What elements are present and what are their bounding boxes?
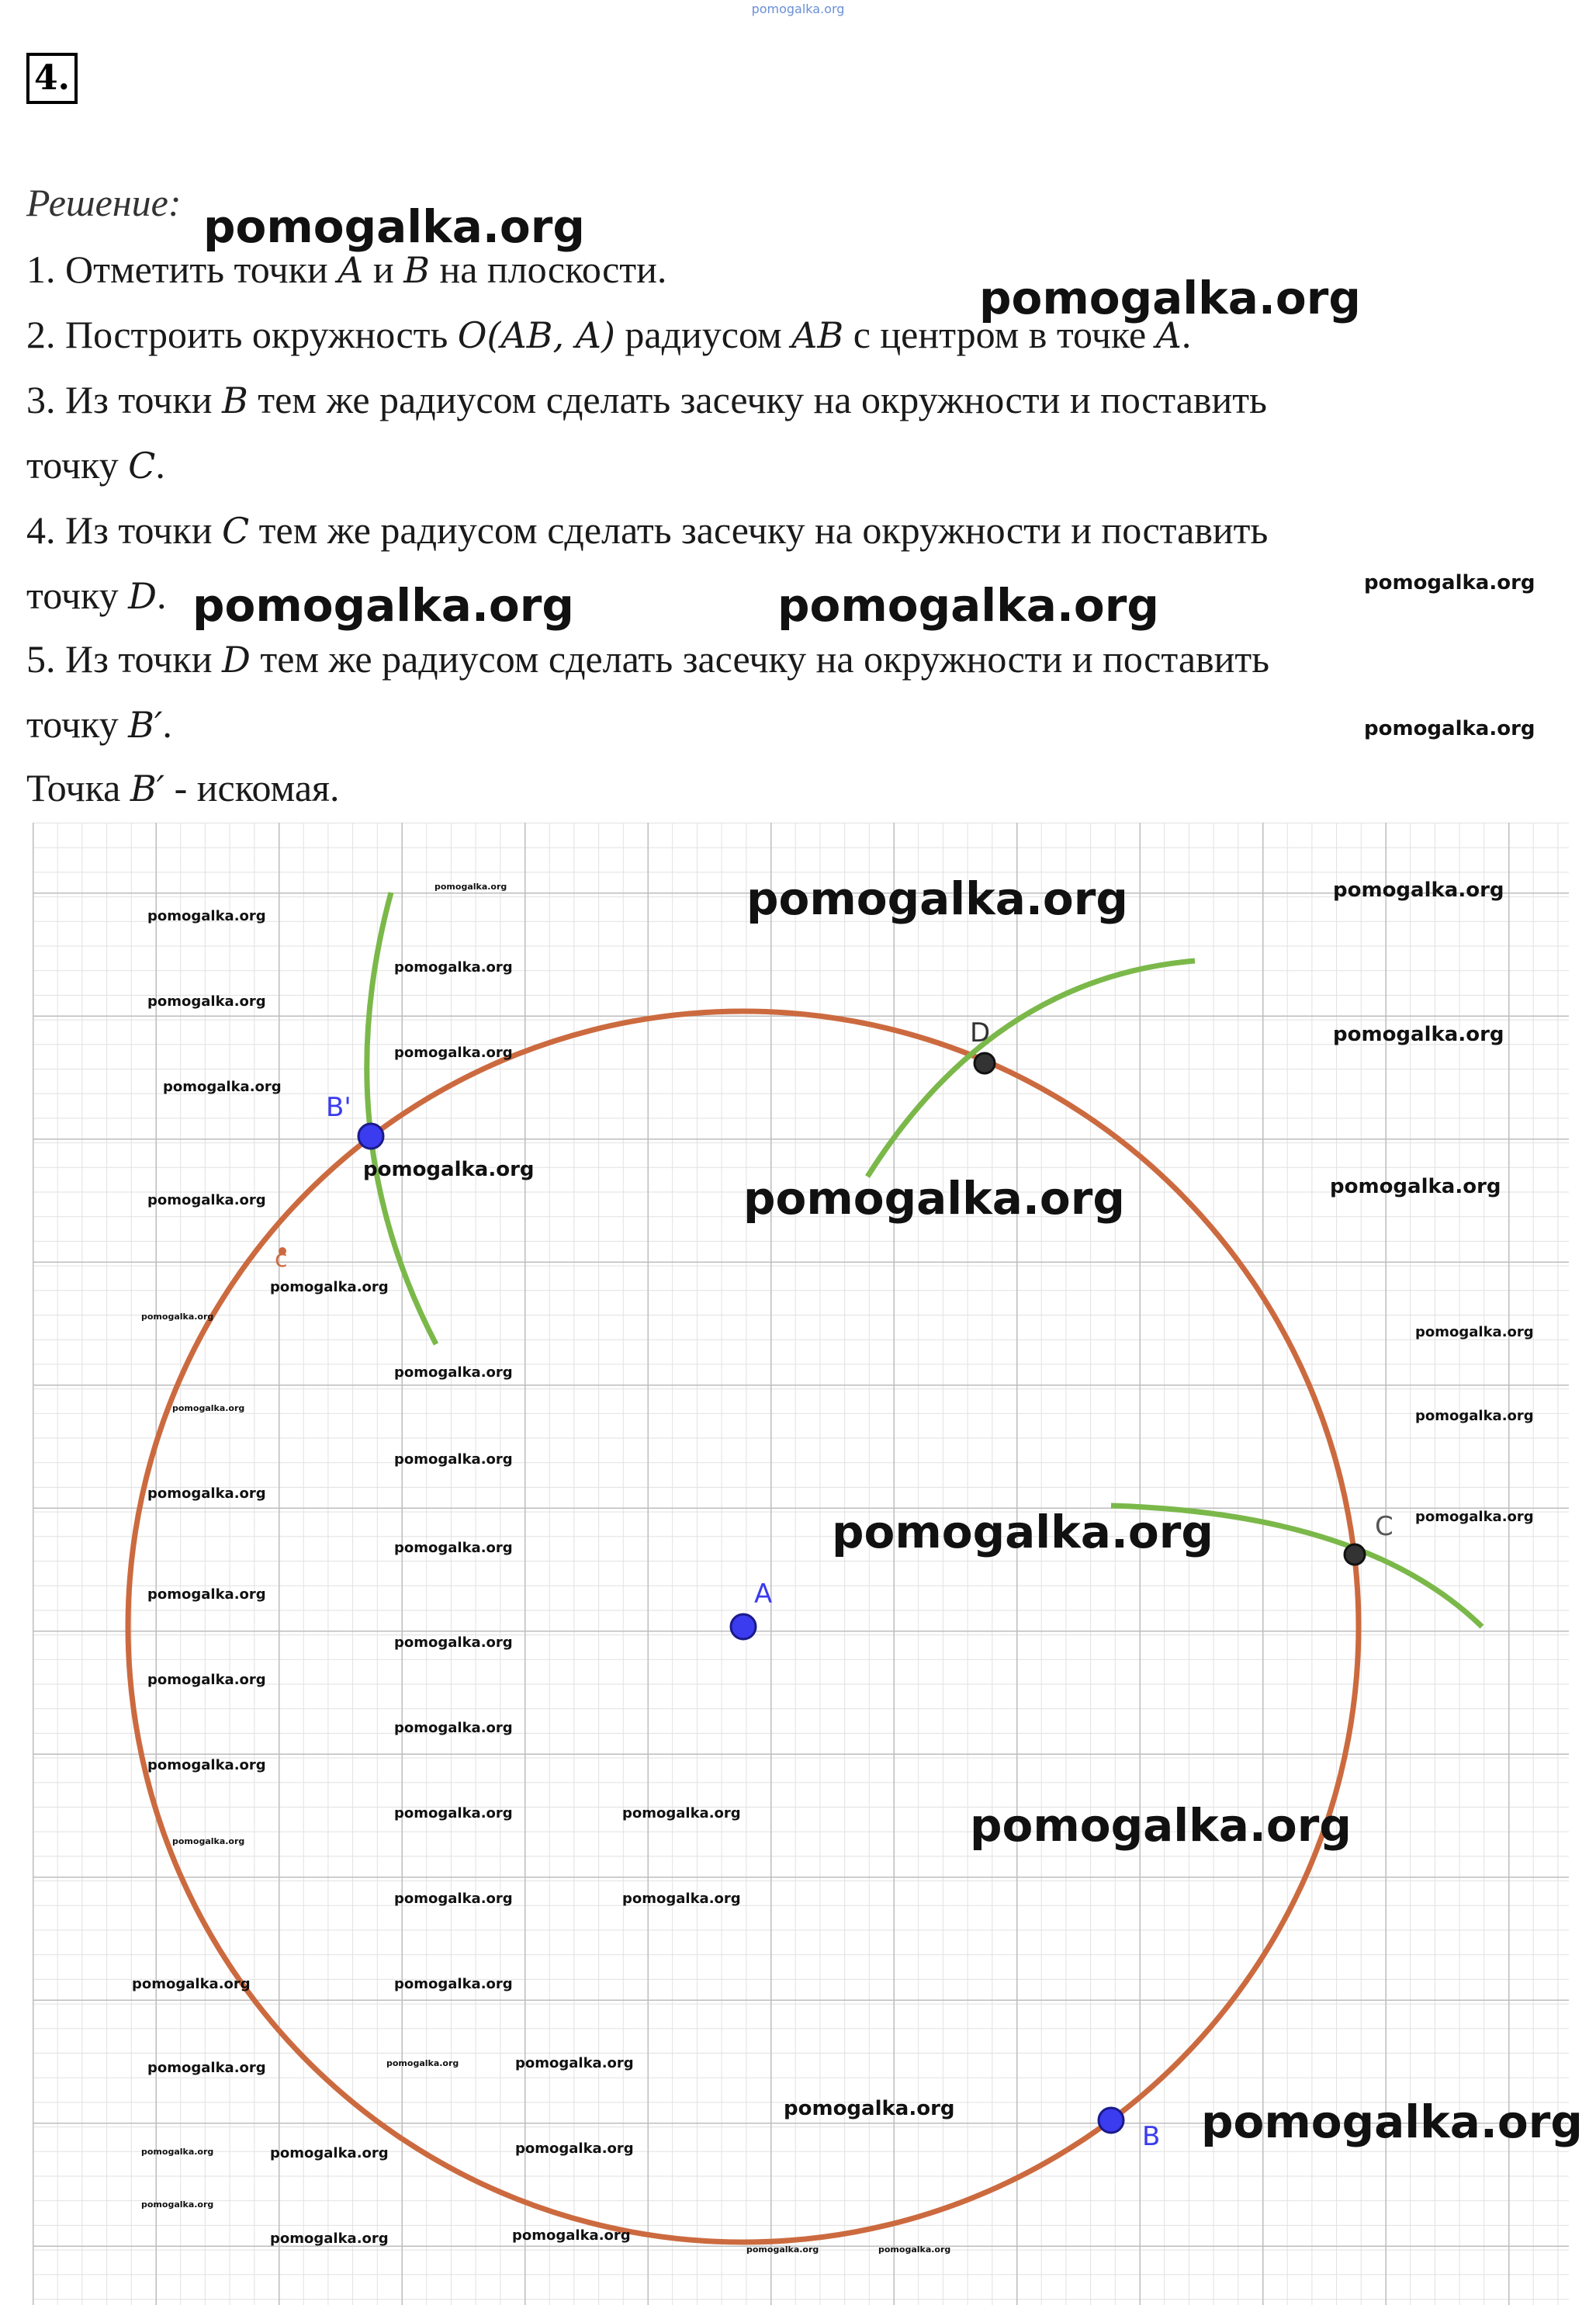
- watermark-text: pomogalka.org: [172, 1836, 245, 1846]
- watermark-text: pomogalka.org: [141, 2199, 214, 2210]
- watermark-text: pomogalka.org: [434, 882, 507, 892]
- step-3-cont: точку C.: [26, 443, 165, 487]
- step-4-cont: точку D.: [26, 574, 167, 617]
- watermark-text: pomogalka.org: [147, 1192, 266, 1208]
- watermark-text: pomogalka.org: [386, 2058, 459, 2068]
- step-2: 2. Построить окружность O(AB, A) радиусом AB с центром в точке A.: [26, 313, 1192, 356]
- watermark-text: pomogalka.org: [147, 1485, 266, 1502]
- point-c: [1345, 1544, 1365, 1565]
- step-3: 3. Из точки B тем же радиусом сделать засечку на окружности и поставить: [26, 378, 1267, 421]
- watermark-text: pomogalka.org: [394, 1451, 513, 1468]
- watermark-text: pomogalka.org: [1415, 1408, 1534, 1424]
- watermark-text: pomogalka.org: [777, 579, 1159, 632]
- watermark-text: pomogalka.org: [147, 1757, 266, 1773]
- watermark-text: pomogalka.org: [394, 1540, 513, 1556]
- watermark-text: pomogalka.org: [270, 2145, 389, 2161]
- watermark-text: pomogalka.org: [622, 1891, 741, 1907]
- watermark-text: pomogalka.org: [394, 1364, 513, 1381]
- task-number-box: 4.: [26, 53, 78, 104]
- watermark-text: pomogalka.org: [1364, 571, 1535, 594]
- step-5: 5. Из точки D тем же радиусом сделать засечку на окружности и поставить: [26, 637, 1270, 681]
- watermark-text: pomogalka.org: [394, 1045, 513, 1061]
- watermark-text: pomogalka.org: [515, 2140, 634, 2157]
- watermark-text: pomogalka.org: [394, 1720, 513, 1736]
- label-b: B: [1142, 2121, 1161, 2152]
- label-b-prime: B': [326, 1092, 351, 1123]
- watermark-text: pomogalka.org: [270, 2230, 389, 2247]
- watermark-text: pomogalka.org: [746, 872, 1128, 925]
- watermark-text: pomogalka.org: [512, 2227, 631, 2244]
- watermark-text: pomogalka.org: [270, 1279, 389, 1295]
- watermark-text: pomogalka.org: [979, 272, 1361, 324]
- watermark-text: pomogalka.org: [132, 1976, 251, 1992]
- conclusion: Точка B′ - искомая.: [26, 766, 340, 809]
- watermark-text: pomogalka.org: [622, 1805, 741, 1821]
- watermark-text: pomogalka.org: [141, 1312, 214, 1322]
- watermark-text: pomogalka.org: [832, 1506, 1213, 1558]
- label-c: C: [1375, 1511, 1393, 1542]
- step-1: 1. Отметить точки A и B на плоскости.: [26, 248, 667, 291]
- point-a: [731, 1614, 756, 1639]
- watermark-text: pomogalka.org: [746, 2244, 819, 2255]
- watermark-text: pomogalka.org: [1364, 717, 1535, 740]
- watermark-text: pomogalka.org: [394, 1634, 513, 1651]
- watermark-text: pomogalka.org: [1330, 1175, 1501, 1198]
- label-d: D: [970, 1017, 991, 1049]
- point-d: [975, 1053, 995, 1073]
- watermark-text: pomogalka.org: [394, 1805, 513, 1821]
- watermark-text: pomogalka.org: [147, 908, 266, 924]
- watermark-text: pomogalka.org: [141, 2147, 214, 2157]
- watermark-text: pomogalka.org: [970, 1799, 1352, 1852]
- step-4: 4. Из точки C тем же радиусом сделать засечку на окружности и поставить: [26, 508, 1269, 552]
- watermark-text: pomogalka.org: [163, 1079, 282, 1095]
- watermark-text: pomogalka.org: [1415, 1324, 1534, 1340]
- watermark-text: pomogalka.org: [394, 959, 513, 976]
- watermark-text: pomogalka.org: [1333, 879, 1504, 902]
- watermark-text: pomogalka.org: [147, 1586, 266, 1603]
- watermark-text: pomogalka.org: [1333, 1023, 1504, 1046]
- watermark-text: pomogalka.org: [878, 2244, 951, 2255]
- watermark-text: pomogalka.org: [394, 1891, 513, 1907]
- label-c-small: c: [275, 1246, 288, 1273]
- watermark-text: pomogalka.org: [147, 993, 266, 1010]
- watermark-text: pomogalka.org: [147, 2060, 266, 2076]
- watermark-text: pomogalka.org: [784, 2097, 955, 2120]
- label-a: A: [754, 1579, 773, 1610]
- watermark-text: pomogalka.org: [1201, 2095, 1583, 2148]
- watermark-text: pomogalka.org: [394, 1976, 513, 1992]
- step-5-cont: точку B′.: [26, 702, 172, 746]
- watermark-text: pomogalka.org: [192, 579, 574, 632]
- watermark-text: pomogalka.org: [172, 1403, 245, 1413]
- solution-label: Решение:: [26, 181, 182, 224]
- point-b-prime: [358, 1124, 383, 1149]
- watermark-text: pomogalka.org: [203, 200, 585, 253]
- point-b: [1099, 2108, 1123, 2133]
- watermark-text: pomogalka.org: [743, 1172, 1125, 1225]
- watermark-text: pomogalka.org: [147, 1672, 266, 1688]
- watermark-text: pomogalka.org: [515, 2055, 634, 2071]
- watermark-text: pomogalka.org: [1415, 1509, 1534, 1525]
- site-header-link[interactable]: pomogalka.org: [751, 2, 845, 16]
- watermark-text: pomogalka.org: [363, 1158, 535, 1181]
